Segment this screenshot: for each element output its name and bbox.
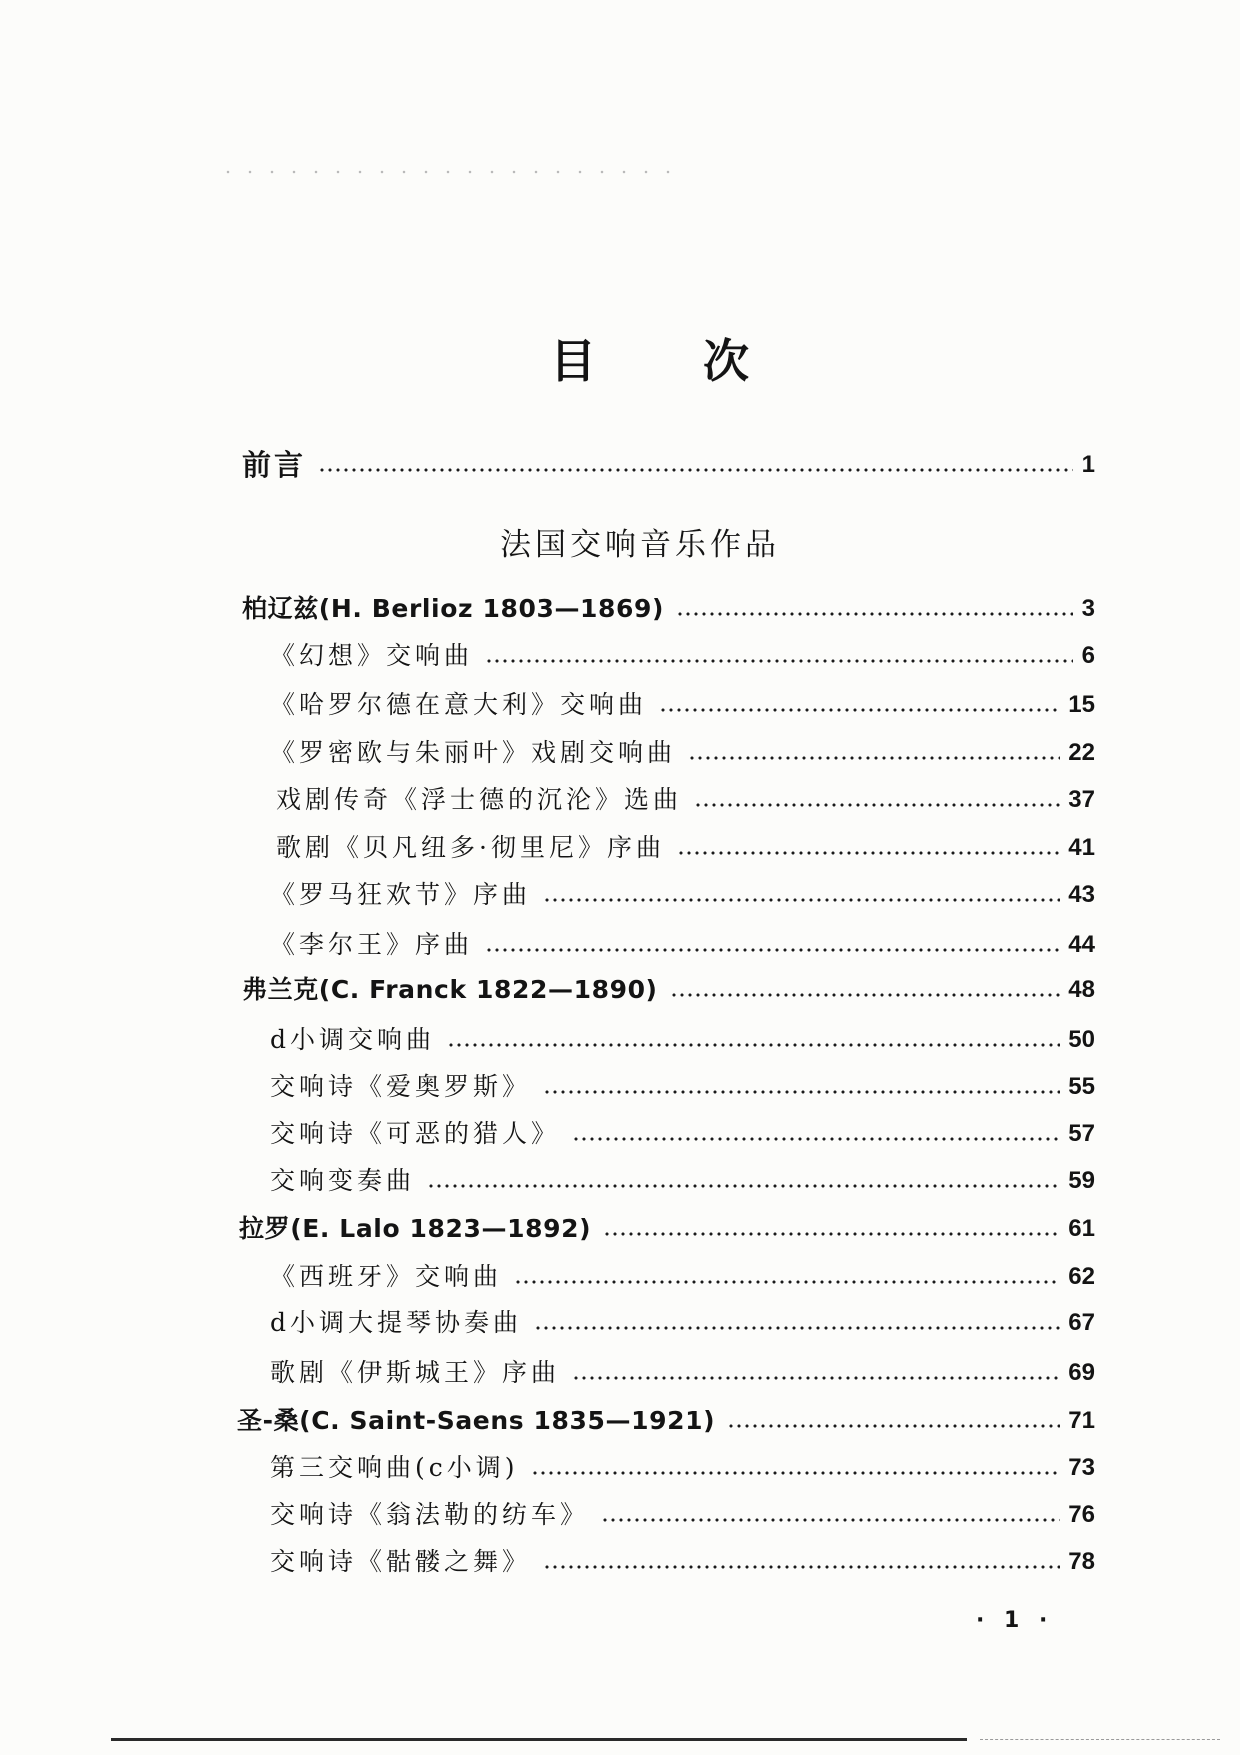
entry-title: 《哈罗尔德在意大利》交响曲 [270,690,648,719]
entry-page: 55 [1068,1073,1095,1100]
entry-page: 61 [1068,1215,1095,1242]
page-number-marker: · 1 · [976,1608,1054,1633]
entry-title: 圣-桑(C. Saint-Saens 1835—1921) [237,1406,716,1435]
toc-work-entry[interactable] [270,736,1095,770]
toc-work-entry[interactable] [270,1498,1095,1532]
leader-dots [603,1212,1060,1246]
leader-dots [534,1306,1060,1340]
leader-dots [514,1260,1060,1294]
toc-work-entry[interactable] [270,1117,1095,1151]
toc-work-entry[interactable] [270,1545,1095,1579]
toc-work-entry[interactable] [270,878,1095,912]
toc-composer-entry[interactable] [242,592,1095,626]
leader-dots [670,973,1061,1007]
leader-dots [601,1498,1060,1532]
entry-title: 《幻想》交响曲 [270,641,474,670]
entry-title: 柏辽兹(H. Berlioz 1803—1869) [242,594,665,623]
entry-page: 76 [1068,1501,1095,1528]
toc-work-entry[interactable] [270,639,1095,673]
entry-title: 弗兰克(C. Franck 1822—1890) [242,975,658,1004]
entry-page: 22 [1068,739,1095,766]
entry-page: 73 [1068,1454,1095,1481]
toc-work-entry[interactable] [270,928,1095,962]
scan-noise [217,170,677,174]
toc-composer-entry[interactable] [242,973,1095,1007]
toc-work-entry[interactable] [270,1164,1095,1198]
leader-dots [447,1023,1060,1057]
entry-title: 歌剧《伊斯城王》序曲 [270,1358,561,1387]
leader-dots [543,878,1060,912]
section-heading: 法国交响音乐作品 [500,527,780,563]
entry-title: 《罗马狂欢节》序曲 [270,880,532,909]
entry-title: 交响诗《爱奥罗斯》 [270,1072,532,1101]
toc-work-entry[interactable] [270,1451,1095,1485]
entry-title: 戏剧传奇《浮士德的沉沦》选曲 [276,785,683,814]
leader-dots [659,688,1060,722]
entry-page: 41 [1068,834,1095,861]
leader-dots [485,639,1073,673]
entry-page: 71 [1068,1407,1095,1434]
leader-dots [572,1117,1060,1151]
leader-dots [677,831,1060,865]
entry-title: 交响诗《可恶的猎人》 [270,1119,561,1148]
entry-page: 37 [1068,786,1095,813]
entry-title: 《李尔王》序曲 [270,930,474,959]
leader-dots [572,1356,1060,1390]
toc-work-entry[interactable] [270,1023,1095,1057]
entry-title: 交响诗《骷髅之舞》 [270,1547,532,1576]
entry-page: 1 [1081,451,1095,478]
entry-title: 《罗密欧与朱丽叶》戏剧交响曲 [270,738,677,767]
entry-title: 歌剧《贝凡纽多·彻里尼》序曲 [276,833,665,862]
leader-dots [531,1451,1061,1485]
entry-title: 交响变奏曲 [270,1166,416,1195]
toc-work-entry[interactable] [276,831,1095,865]
entry-page: 69 [1068,1359,1095,1386]
toc-work-entry[interactable] [270,1356,1095,1390]
entry-page: 44 [1068,931,1095,958]
toc-work-entry[interactable] [276,783,1095,817]
scan-edge-line [111,1738,967,1741]
entry-title: d小调大提琴协奏曲 [270,1308,523,1337]
leader-dots [543,1545,1060,1579]
entry-title: 前言 [242,448,307,482]
leader-dots [318,448,1073,482]
entry-page: 3 [1081,595,1095,622]
page-title-char-1: 目 [550,334,596,388]
toc-work-entry[interactable] [270,1260,1095,1294]
entry-page: 59 [1068,1167,1095,1194]
toc-work-entry[interactable] [270,1070,1095,1104]
entry-page: 50 [1068,1026,1095,1053]
scan-edge-line-faint [980,1739,1220,1740]
leader-dots [694,783,1060,817]
entry-title: d小调交响曲 [270,1025,436,1054]
page-title-char-2: 次 [703,334,749,388]
entry-page: 78 [1068,1548,1095,1575]
leader-dots [688,736,1060,770]
entry-page: 43 [1068,881,1095,908]
entry-title: 交响诗《翁法勒的纺车》 [270,1500,590,1529]
toc-composer-entry[interactable] [239,1212,1095,1246]
leader-dots [676,592,1073,626]
entry-title: 第三交响曲(c小调) [270,1453,519,1482]
entry-title: 拉罗(E. Lalo 1823—1892) [239,1214,592,1243]
leader-dots [427,1164,1060,1198]
toc-composer-entry[interactable] [237,1404,1095,1438]
leader-dots [543,1070,1060,1104]
entry-page: 48 [1068,976,1095,1003]
entry-page: 67 [1068,1309,1095,1336]
toc-work-entry[interactable] [270,1306,1095,1340]
entry-page: 15 [1068,691,1095,718]
entry-title: 《西班牙》交响曲 [270,1262,503,1291]
entry-page: 62 [1068,1263,1095,1290]
leader-dots [727,1404,1060,1438]
toc-entry-preface[interactable] [242,448,1095,482]
entry-page: 57 [1068,1120,1095,1147]
toc-work-entry[interactable] [270,688,1095,722]
entry-page: 6 [1081,642,1095,669]
leader-dots [485,928,1060,962]
